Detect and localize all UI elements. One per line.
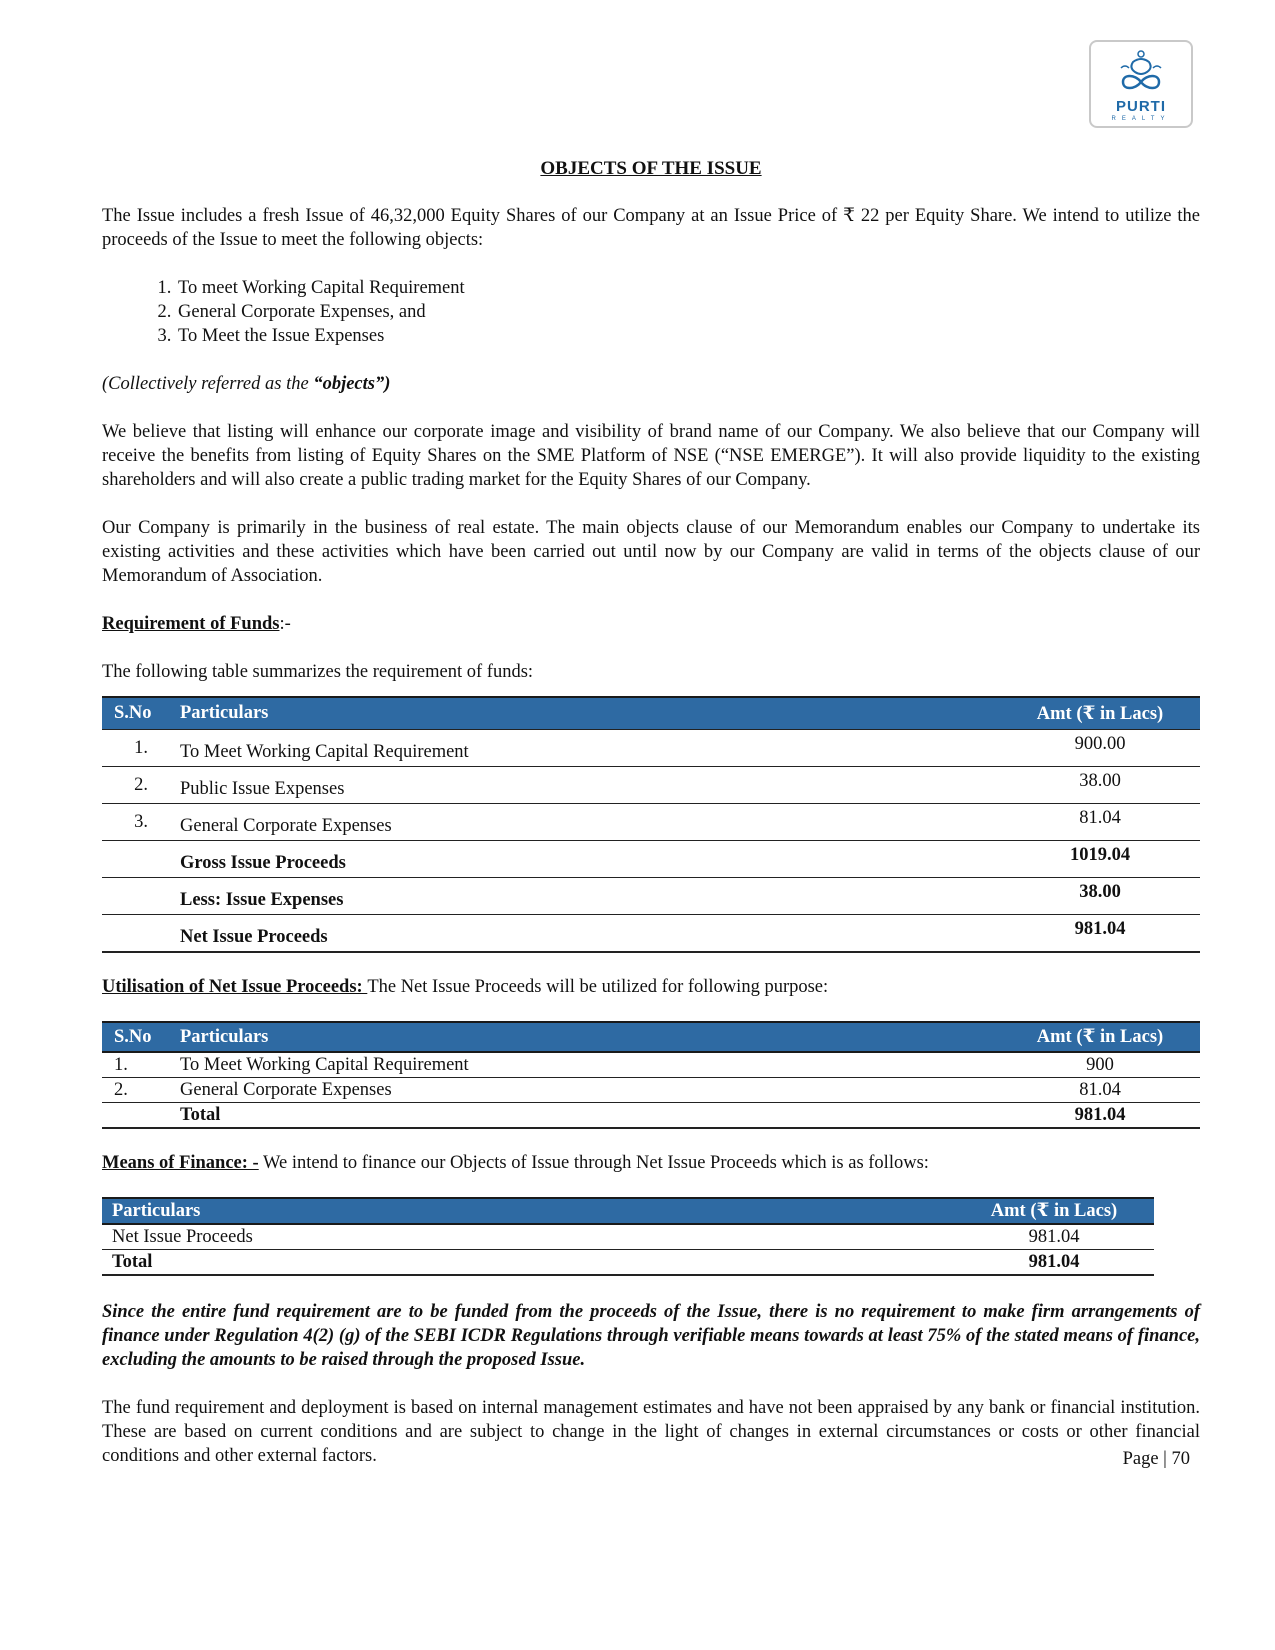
listing-paragraph: We believe that listing will enhance our corporate image and visibility of brand name of our Company. We also believe that our Company will receive the benefits from listing of Equity Shares on the SME Platform of NSE (“NSE EMERGE”). It will also provide liquidity to the existing shareholders and will also create a public trading market for the Equity Shares of our Company. — [102, 422, 1200, 490]
requirement-heading — [102, 612, 1200, 636]
collective-prefix: (Collectively referred as the — [102, 374, 314, 394]
objects-list — [102, 276, 1200, 348]
logo-subtitle: REALTY — [1111, 116, 1171, 122]
header-sno: S.No — [102, 697, 180, 730]
cell-particulars: Total — [102, 1250, 954, 1276]
cell-particulars — [180, 767, 1000, 804]
table-row-gross — [102, 841, 1200, 878]
objects-list-item: 1. To meet Working Capital Requirement — [176, 276, 1200, 300]
intro-paragraph: The Issue includes a fresh Issue of 46,32,000 Equity Shares of our Company at an Issue Price of ₹ 22 per Equity Share. We intend to utilize the proceeds of the Issue to meet the following objects: — [102, 206, 1200, 250]
cell-sno: 2. — [102, 1078, 180, 1103]
collective-note — [102, 372, 1200, 396]
means-of-finance-table — [102, 1197, 1154, 1276]
header-particulars: Particulars — [180, 1022, 1000, 1052]
table-row — [102, 730, 1200, 767]
purti-emblem-icon — [1113, 46, 1169, 98]
cell-sno: 1. — [102, 730, 180, 767]
cell-amount: 81.04 — [1000, 804, 1200, 841]
cell-amount: 981.04 — [1000, 915, 1200, 953]
cell-particulars: General Corporate Expenses — [180, 1078, 1000, 1103]
header-amount: Amt (₹ in Lacs) — [1000, 697, 1200, 730]
header-amount: Amt (₹ in Lacs) — [954, 1198, 1154, 1224]
table-row — [102, 1224, 1154, 1250]
cell-amount: 38.00 — [1000, 878, 1200, 915]
business-paragraph: Our Company is primarily in the business of real estate. The main objects clause of our Memorandum enables our Company to undertake its existing activities and these activities which have been carried out until now by our Company are valid in terms of the objects clause of our Memorandum of Association. — [102, 518, 1200, 586]
header-particulars: Particulars — [180, 697, 1000, 730]
cell-particulars-text: Gross Issue Proceeds — [180, 852, 346, 873]
table-row — [102, 1078, 1200, 1103]
utilisation-heading — [102, 975, 1200, 999]
cell-particulars-text: To Meet Working Capital Requirement — [180, 741, 469, 762]
cell-particulars: Total — [180, 1103, 1000, 1129]
table-row-less — [102, 878, 1200, 915]
collective-term: “objects”) — [313, 374, 391, 394]
cell-amount: 981.04 — [954, 1250, 1154, 1276]
cell-amount: 981.04 — [954, 1224, 1154, 1250]
cell-amount: 38.00 — [1000, 767, 1200, 804]
header-particulars: Particulars — [102, 1198, 954, 1224]
table-row-net — [102, 915, 1200, 953]
means-heading-text: Means of Finance: - — [102, 1153, 259, 1173]
means-text: We intend to finance our Objects of Issue through Net Issue Proceeds which is as follows: — [258, 1153, 929, 1173]
requirement-intro: The following table summarizes the requirement of funds: — [102, 662, 534, 682]
cell-amount: 1019.04 — [1000, 841, 1200, 878]
estimates-paragraph: The fund requirement and deployment is based on internal management estimates and have not been appraised by any bank or financial institution. These are based on current conditions and are subject to change in the light of changes in external circumstances or costs or other financial conditions and other external factors. — [102, 1398, 1200, 1466]
cell-particulars: Net Issue Proceeds — [102, 1224, 954, 1250]
table-row-total — [102, 1250, 1154, 1276]
objects-list-item: 2. General Corporate Expenses, and — [176, 300, 1200, 324]
cell-particulars — [180, 841, 1000, 878]
table-header-row — [102, 697, 1200, 730]
cell-particulars — [180, 915, 1000, 953]
objects-list-item: 3. To Meet the Issue Expenses — [176, 324, 1200, 348]
page-title: OBJECTS OF THE ISSUE — [540, 158, 762, 179]
requirement-heading-text: Requirement of Funds — [102, 614, 280, 634]
cell-sno: 1. — [102, 1052, 180, 1078]
utilisation-table — [102, 1021, 1200, 1129]
utilisation-text: The Net Issue Proceeds will be utilized for following purpose: — [367, 977, 829, 997]
cell-particulars — [180, 730, 1000, 767]
cell-sno: 2. — [102, 767, 180, 804]
means-heading — [102, 1151, 1200, 1175]
funds-requirement-table — [102, 696, 1200, 953]
logo-name: PURTI — [1116, 98, 1166, 115]
cell-particulars: To Meet Working Capital Requirement — [180, 1052, 1000, 1078]
table-row-total — [102, 1103, 1200, 1129]
cell-particulars — [180, 878, 1000, 915]
requirement-heading-suffix: :- — [279, 614, 291, 634]
table-row — [102, 767, 1200, 804]
cell-particulars-text: Net Issue Proceeds — [180, 926, 328, 947]
cell-amount: 900.00 — [1000, 730, 1200, 767]
funding-note-paragraph: Since the entire fund requirement are to be funded from the proceeds of the Issue, there is no requirement to make firm arrangements of finance under Regulation 4(2) (g) of the SEBI ICDR Regulations through verifiable means towards at least 75% of the stated means of finance, excluding the amounts to be raised through the proposed Issue. — [102, 1302, 1200, 1370]
cell-amount: 981.04 — [1000, 1103, 1200, 1129]
table-header-row — [102, 1022, 1200, 1052]
cell-amount: 900 — [1000, 1052, 1200, 1078]
table-header-row — [102, 1198, 1154, 1224]
table-row — [102, 804, 1200, 841]
page-content — [102, 158, 1200, 1468]
cell-particulars-text: General Corporate Expenses — [180, 815, 392, 836]
utilisation-heading-text: Utilisation of Net Issue Proceeds: — [102, 977, 368, 997]
cell-particulars — [180, 804, 1000, 841]
company-logo — [1089, 40, 1193, 128]
cell-amount: 81.04 — [1000, 1078, 1200, 1103]
page-number: Page | 70 — [1122, 1449, 1190, 1469]
cell-particulars-text: Less: Issue Expenses — [180, 889, 344, 910]
header-sno: S.No — [102, 1022, 180, 1052]
cell-particulars-text: Public Issue Expenses — [180, 778, 345, 799]
cell-sno: 3. — [102, 804, 180, 841]
header-amount: Amt (₹ in Lacs) — [1000, 1022, 1200, 1052]
table-row — [102, 1052, 1200, 1078]
